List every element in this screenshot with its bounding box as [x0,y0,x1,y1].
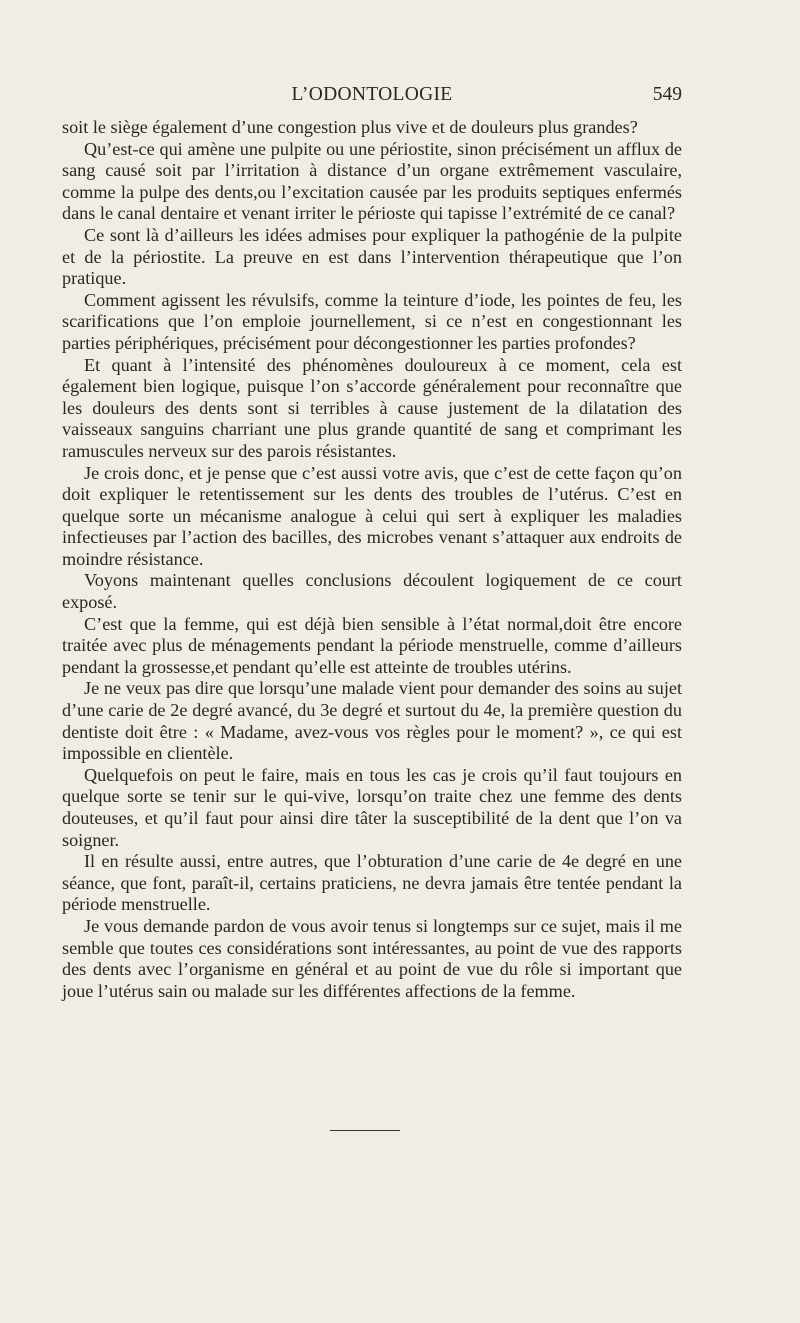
paragraph: Qu’est-ce qui amène une pulpite ou une périostite, sinon précisément un afflux de sang causé soit par l’irritation à distance d’un organe extrêmement vasculaire, comme la pulpe des dents,ou l’excitation causée par les produits septiques enfermés dans le canal dentaire et venant irriter le périoste qui tapisse l’extrémité de ce canal? [62,138,682,224]
paragraph: Je ne veux pas dire que lorsqu’une malade vient pour demander des soins au sujet d’une carie de 2e degré avancé, du 3e degré et surtout du 4e, la première question du dentiste doit être : « Madame, avez-vous vos règles pour le moment? », ce qui est impossible en clientèle. [62,678,682,764]
paragraph: Comment agissent les révulsifs, comme la teinture d’iode, les pointes de feu, les scarifications que l’on emploie journellement, si ce n’est en congestionnant les parties périphériques, précisément pour décongestionner les parties profondes? [62,289,682,353]
paragraph: C’est que la femme, qui est déjà bien sensible à l’état normal,doit être encore traitée avec plus de ménagements pendant la période menstruelle, comme d’ailleurs pendant la grossesse,et pendant qu’elle est atteinte de troubles utérins. [62,613,682,677]
paragraph: Je crois donc, et je pense que c’est aussi votre avis, que c’est de cette façon qu’on doit expliquer le retentissement sur les dents des troubles de l’utérus. C’est en quelque sorte un mécanisme analogue à celui qui sert à expliquer les maladies infectieuses par l’action des bacilles, des microbes venant s’attaquer aux endroits de moindre résistance. [62,462,682,569]
page-number: 549 [652,84,682,105]
paragraph: Je vous demande pardon de vous avoir tenus si longtemps sur ce sujet, mais il me semble que toutes ces considérations sont intéressantes, au point de vue des rapports des dents avec l’organisme en général et au point de vue du rôle si important que joue l’utérus sain ou malade sur les différentes affections de la femme. [62,915,682,1001]
body-text [62,117,682,1002]
page-header [62,84,682,112]
paragraph: Quelquefois on peut le faire, mais en tous les cas je crois qu’il faut toujours en quelque sorte se tenir sur le qui-vive, lorsqu’on traite chez une femme des dents douteuses, et qu’il faut pour ainsi dire tâter la susceptibilité de la dent que l’on va soigner. [62,764,682,850]
paragraph-continued: soit le siège également d’une congestion plus vive et de douleurs plus grandes? [62,117,638,137]
running-title: L’ODONTOLOGIE [291,84,453,105]
paragraph: Voyons maintenant quelles conclusions découlent logiquement de ce court exposé. [62,570,682,613]
paragraph: Ce sont là d’ailleurs les idées admises pour expliquer la pathogénie de la pulpite et de la périostite. La preuve en est dans l’intervention thérapeutique que l’on pratique. [62,224,682,289]
section-end-rule [330,1130,400,1131]
paragraph: Et quant à l’intensité des phénomènes douloureux à ce moment, cela est également bien logique, puisque l’on s’accorde généralement pour reconnaître que les douleurs des dents sont si terribles à cause justement de la dilatation des vaisseaux sanguins charriant une plus grande quantité de sang et comprimant les ramuscules nerveux sur des parois résistantes. [62,354,682,461]
paragraph: Il en résulte aussi, entre autres, que l’obturation d’une carie de 4e degré en une séance, que font, paraît-il, certains praticiens, ne devra jamais être tentée pendant la période menstruelle. [62,851,682,915]
